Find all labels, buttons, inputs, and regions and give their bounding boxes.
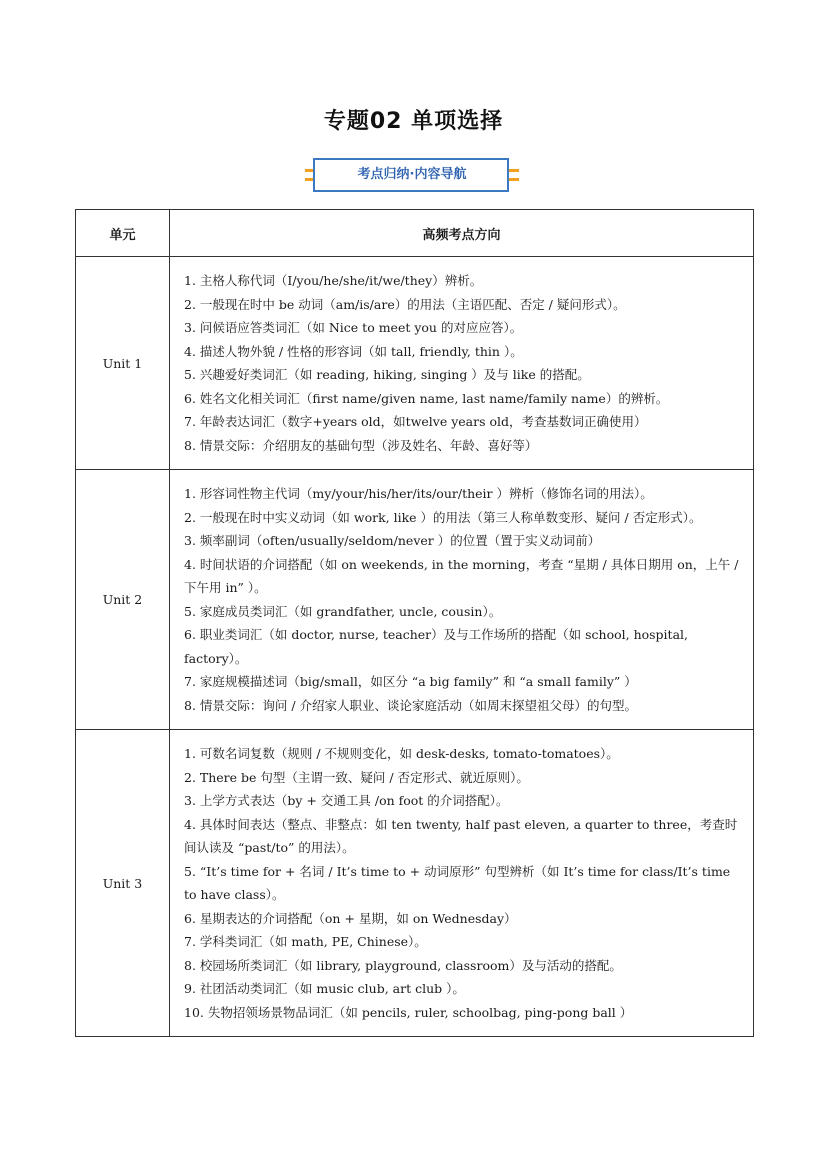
topic-table: [75, 209, 754, 1037]
topic-item: 3. 频率副词（often/usually/seldom/never ）的位置（置于实义动词前）: [184, 533, 601, 548]
topic-list-cell: [170, 257, 754, 470]
header-unit: 单元: [76, 210, 170, 257]
table-row: [76, 470, 754, 730]
topic-item: 2. There be 句型（主谓一致、疑问 / 否定形式、就近原则）。: [184, 769, 529, 785]
topic-item: 4. 描述人物外貌 / 性格的形容词（如 tall, friendly, thin ）。: [184, 343, 523, 359]
table-header-row: [76, 210, 754, 257]
topic-item: 2. 一般现在时中 be 动词（am/is/are）的用法（主语匹配、否定 / 疑问形式）。: [184, 296, 626, 312]
page-title: 专题02 单项选择: [323, 109, 504, 134]
topic-item: 1. 形容词性物主代词（my/your/his/her/its/our/their ）辨析（修饰名词的用法）。: [184, 486, 653, 501]
topic-item: 6. 星期表达的介词搭配（on + 星期，如 on Wednesday）: [184, 910, 517, 926]
topic-item: 8. 情景交际：介绍朋友的基础句型（涉及姓名、年龄、喜好等）: [184, 437, 538, 453]
topic-item: 10. 失物招领场景物品词汇（如 pencils, ruler, schoolbag, ping-pong ball ）: [184, 1004, 633, 1020]
topic-item: 2. 一般现在时中实义动词（如 work, like ）的用法（第三人称单数变形、疑问 / 否定形式）。: [184, 509, 702, 525]
topic-item: 1. 主格人称代词（I/you/he/she/it/we/they）辨析。: [184, 273, 483, 288]
unit-cell: Unit 3: [76, 730, 170, 1037]
unit-cell: Unit 2: [76, 470, 170, 730]
topic-item: 8. 校园场所类词汇（如 library, playground, classroom）及与活动的搭配。: [184, 957, 622, 973]
header-direction: 高频考点方向: [170, 210, 754, 257]
topic-item: 4. 具体时间表达（整点、非整点：如 ten twenty, half past eleven, a quarter to three，考查时间认读及 “past/to” 的用法）。: [184, 816, 738, 855]
topic-item: 7. 家庭规模描述词（big/small，如区分 “a big family” 和 “a small family” ）: [184, 674, 637, 689]
topic-item: 5. 家庭成员类词汇（如 grandfather, uncle, cousin）。: [184, 603, 502, 619]
topic-item: 1. 可数名词复数（规则 / 不规则变化，如 desk-desks, tomato-tomatoes）。: [184, 746, 619, 761]
topic-item: 6. 职业类词汇（如 doctor, nurse, teacher）及与工作场所的搭配（如 school, hospital, factory）。: [184, 627, 689, 666]
topic-list-cell: [170, 730, 754, 1037]
topic-item: 7. 年龄表达词汇（数字+years old，如twelve years old，考查基数词正确使用）: [184, 414, 647, 429]
section-banner: [305, 158, 519, 194]
topic-item: 3. 上学方式表达（by + 交通工具 /on foot 的介词搭配）。: [184, 793, 509, 808]
topic-item: 8. 情景交际：询问 / 介绍家人职业、谈论家庭活动（如周末探望祖父母）的句型。: [184, 697, 638, 713]
banner-label: 考点归纳·内容导航: [357, 167, 467, 182]
table-row: [76, 730, 754, 1037]
topic-item: 6. 姓名文化相关词汇（first name/given name, last name/family name）的辨析。: [184, 390, 669, 406]
table-body: [76, 257, 754, 1037]
topic-list-cell: [170, 470, 754, 730]
topic-item: 4. 时间状语的介词搭配（如 on weekends, in the morning，考查 “星期 / 具体日期用 on，上午 / 下午用 in” ）。: [184, 556, 739, 595]
table-row: [76, 257, 754, 470]
topic-item: 7. 学科类词汇（如 math, PE, Chinese）。: [184, 934, 427, 949]
topic-item: 9. 社团活动类词汇（如 music club, art club ）。: [184, 981, 465, 996]
topic-item: 5. 兴趣爱好类词汇（如 reading, hiking, singing ）及与 like 的搭配。: [184, 367, 590, 382]
topic-item: 5. “It’s time for + 名词 / It’s time to + 动词原形” 句型辨析（如 It’s time for class/It’s time to have class）。: [184, 863, 731, 902]
unit-cell: Unit 1: [76, 257, 170, 470]
topic-item: 3. 问候语应答类词汇（如 Nice to meet you 的对应应答）。: [184, 320, 523, 335]
